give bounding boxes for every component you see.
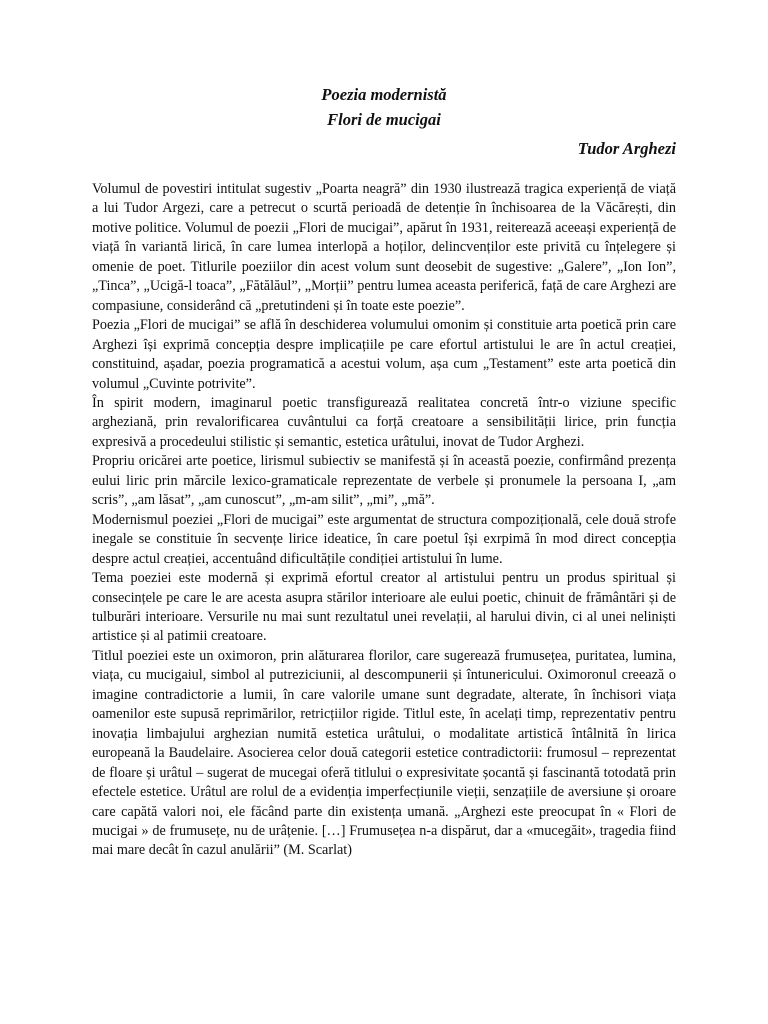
document-body [92,180,676,861]
author-name: Tudor Arghezi [577,139,676,158]
paragraph: În spirit modern, imaginarul poetic transfigurează realitatea concretă într-o viziune specific argheziană, prin revalorificarea cuvântului ca forță creatoare a sensibilității lirice, prin funcția expresivă a procedeului stilistic și semantic, estetica urâtului, inovat de Tudor Arghezi. [92,394,676,450]
paragraph: Poezia „Flori de mucigai” se află în deschiderea volumului omonim și constituie arta poetică prin care Arghezi își exprimă concepția despre implicațiile pe care efortul artistului le are în actul creației, constituind, așadar, poezia programatică a acestui volum, așa cum „Testament” este arta poetică din volumul „Cuvinte potrivite”. [92,317,676,392]
paragraph: Titlul poeziei este un oximoron, prin alăturarea florilor, care sugerează frumusețea, puritatea, lumina, viața, cu mucigaiul, simbol al putreziciunii, al descompunerii și întunericului. Oximoronul creează o imagine contradictorie a lumii, în care valorile umane sunt degradate, alterate, în închisori viața oamenilor este supusă reprimărilor, retricțiilor rigide. Titlul este, în acelați timp, reprezentativ pentru inovația limbajului arghezian numită estetica urâtului, o modalitate artistică întâlnită în lirica europeană la Baudelaire. Asocierea celor două categorii estetice contradictorii: frumosul – reprezentat de floare și urâtul – sugerat de mucegai oferă titlului o expresivitate șocantă și fascinantă totodată prin efectele estetice. Urâtul are rolul de a evidenția imperfecțiunile vieții, senzațiile de aversiune și oroare care capătă valori noi, ele făcând parte din existența umană. „Arghezi este preocupat în « Flori de mucigai » de frumusețe, nu de urâțenie. […] Frumusețea n-a dispărut, dar a «mucegăit», tragedia fiind mai mare decât în cazul anulării” (M. Scarlat) [92,647,676,859]
title-block [92,82,676,132]
paragraph: Volumul de povestiri intitulat sugestiv „Poarta neagră” din 1930 ilustrează tragica experiență de viață a lui Tudor Argezi, care a petrecut o scurtă perioadă de detenție în închisoarea de la Văcărești, din motive politice. Volumul de poezii „Flori de mucigai”, apărut în 1931, reiterează aceeași experiență de viață în variantă lirică, în care lumea interlopă a hoților, delincvenților este privită cu înțelegere și omenie de poet. Titlurile poeziilor din acest volum sunt deosebit de sugestive: „Galere”, „Ion Ion”, „Tinca”, „Ucigă-l toaca”, „Fătălăul”, „Morții” pentru lumea aceasta periferică, față de care Arghezi are compasiune, considerând că „pretutindeni și în toate este poezie”. [92,181,676,314]
paragraph: Propriu oricărei arte poetice, lirismul subiectiv se manifestă și în această poezie, confirmând prezența eului liric prin mărcile lexico-gramaticale reprezentate de verbele și pronumele la persoana I, „am scris”, „am lăsat”, „am cunoscut”, „m-am silit”, „mi”, „mă”. [92,453,676,509]
document-subtitle: Flori de mucigai [327,110,441,129]
paragraph: Tema poeziei este modernă și exprimă efortul creator al artistului pentru un produs spiritual și consecințele pe care le are acesta asupra stărilor interioare ale eului poetic, chinuit de frământări și de tulburări interioare. Versurile nu mai sunt rezultatul unei revelații, al harului divin, ci al unei neliniști artistice și al patimii creatoare. [92,570,676,645]
document-title: Poezia modernistă [321,85,447,104]
paragraph: Modernismul poeziei „Flori de mucigai” este argumentat de structura compozițională, cele două strofe inegale se constituie în secvențe lirice ideatice, în care poetul își exrpimă în mod direct concepția despre actul creației, accentuând dificultățile condiției artistului în lume. [92,511,676,567]
